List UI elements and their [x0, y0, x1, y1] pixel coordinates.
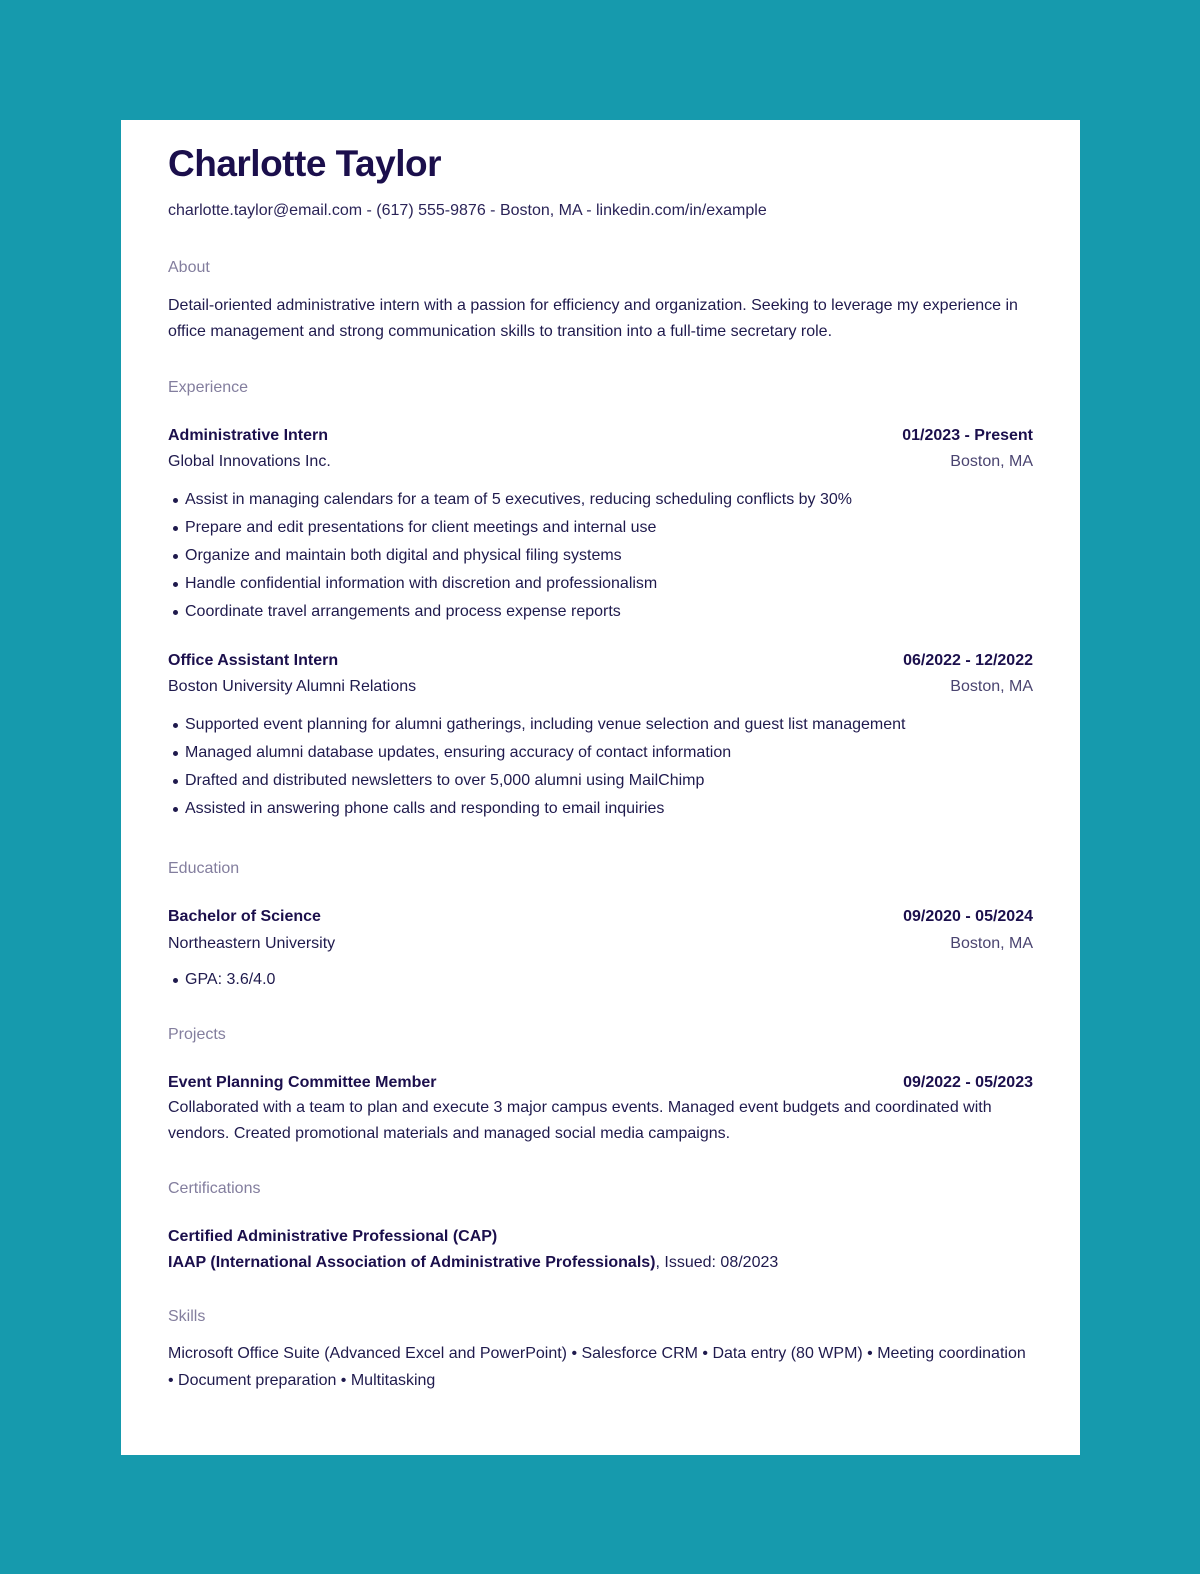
entry-subheader — [168, 934, 1033, 954]
job-dates: 06/2022 - 12/2022 — [903, 652, 1033, 669]
entry-header — [168, 426, 1033, 446]
project-dates: 09/2022 - 05/2023 — [903, 1074, 1033, 1091]
project-entry — [168, 1073, 1033, 1147]
bullet-list — [168, 486, 1033, 626]
school-location: Boston, MA — [950, 935, 1033, 952]
job-location: Boston, MA — [950, 678, 1033, 695]
list-item: Supported event planning for alumni gatherings, including venue selection and guest list management — [185, 711, 1033, 739]
resume-page — [121, 120, 1080, 1455]
experience-entry — [168, 426, 1033, 626]
project-description: Collaborated with a team to plan and execute 3 major campus events. Managed event budgets and coordinated with vendors. Created promotional materials and managed social media campaigns. — [168, 1099, 992, 1142]
section-label-experience: Experience — [168, 379, 249, 396]
skills-text: Microsoft Office Suite (Advanced Excel and PowerPoint) • Salesforce CRM • Data entry (80 WPM) • Meeting coordination • Document preparation • Multitasking — [168, 1345, 1026, 1389]
certification-org: IAAP (International Association of Administrative Professionals) — [168, 1254, 656, 1271]
list-item: Managed alumni database updates, ensuring accuracy of contact information — [185, 739, 1033, 767]
section-label-projects: Projects — [168, 1026, 226, 1043]
job-location: Boston, MA — [950, 453, 1033, 470]
certification-issued: , Issued: 08/2023 — [655, 1254, 779, 1271]
company-name: Boston University Alumni Relations — [168, 678, 417, 695]
job-title: Administrative Intern — [168, 427, 329, 444]
entry-header — [168, 651, 1033, 671]
list-item: GPA: 3.6/4.0 — [185, 966, 1033, 994]
certification-entry — [168, 1227, 1033, 1273]
job-title: Office Assistant Intern — [168, 652, 339, 669]
list-item: Assist in managing calendars for a team of 5 executives, reducing scheduling conflicts by 30% — [185, 486, 1033, 514]
list-item: Assisted in answering phone calls and responding to email inquiries — [185, 795, 1033, 823]
contact-line: charlotte.taylor@email.com - (617) 555-9876 - Boston, MA - linkedin.com/in/example — [168, 202, 767, 219]
experience-entry — [168, 651, 1033, 823]
list-item: Organize and maintain both digital and physical filing systems — [185, 542, 1033, 570]
bullet-list — [168, 711, 1033, 823]
entry-header — [168, 907, 1033, 927]
school-name: Northeastern University — [168, 935, 336, 952]
project-title: Event Planning Committee Member — [168, 1074, 437, 1091]
about-text: Detail-oriented administrative intern with a passion for efficiency and organization. Seeking to leverage my experience in office management and strong communication skills to transition into a full-time secretary role. — [168, 297, 1018, 340]
list-item: Drafted and distributed newsletters to over 5,000 alumni using MailChimp — [185, 767, 1033, 795]
bullet-list — [168, 966, 1033, 994]
entry-subheader — [168, 452, 1033, 472]
list-item: Prepare and edit presentations for client meetings and internal use — [185, 514, 1033, 542]
entry-subheader — [168, 677, 1033, 697]
certification-title: Certified Administrative Professional (CAP) — [168, 1228, 498, 1245]
education-entry — [168, 907, 1033, 994]
job-dates: 01/2023 - Present — [902, 427, 1033, 444]
section-label-certifications: Certifications — [168, 1180, 261, 1197]
list-item: Handle confidential information with discretion and professionalism — [185, 570, 1033, 598]
entry-header — [168, 1073, 1033, 1093]
education-dates: 09/2020 - 05/2024 — [903, 908, 1033, 925]
list-item: Coordinate travel arrangements and process expense reports — [185, 598, 1033, 626]
section-label-education: Education — [168, 860, 240, 877]
degree: Bachelor of Science — [168, 908, 321, 925]
company-name: Global Innovations Inc. — [168, 453, 331, 470]
candidate-name: Charlotte Taylor — [168, 143, 441, 184]
certification-details — [168, 1253, 1033, 1273]
section-label-about: About — [168, 259, 210, 276]
section-label-skills: Skills — [168, 1308, 206, 1325]
